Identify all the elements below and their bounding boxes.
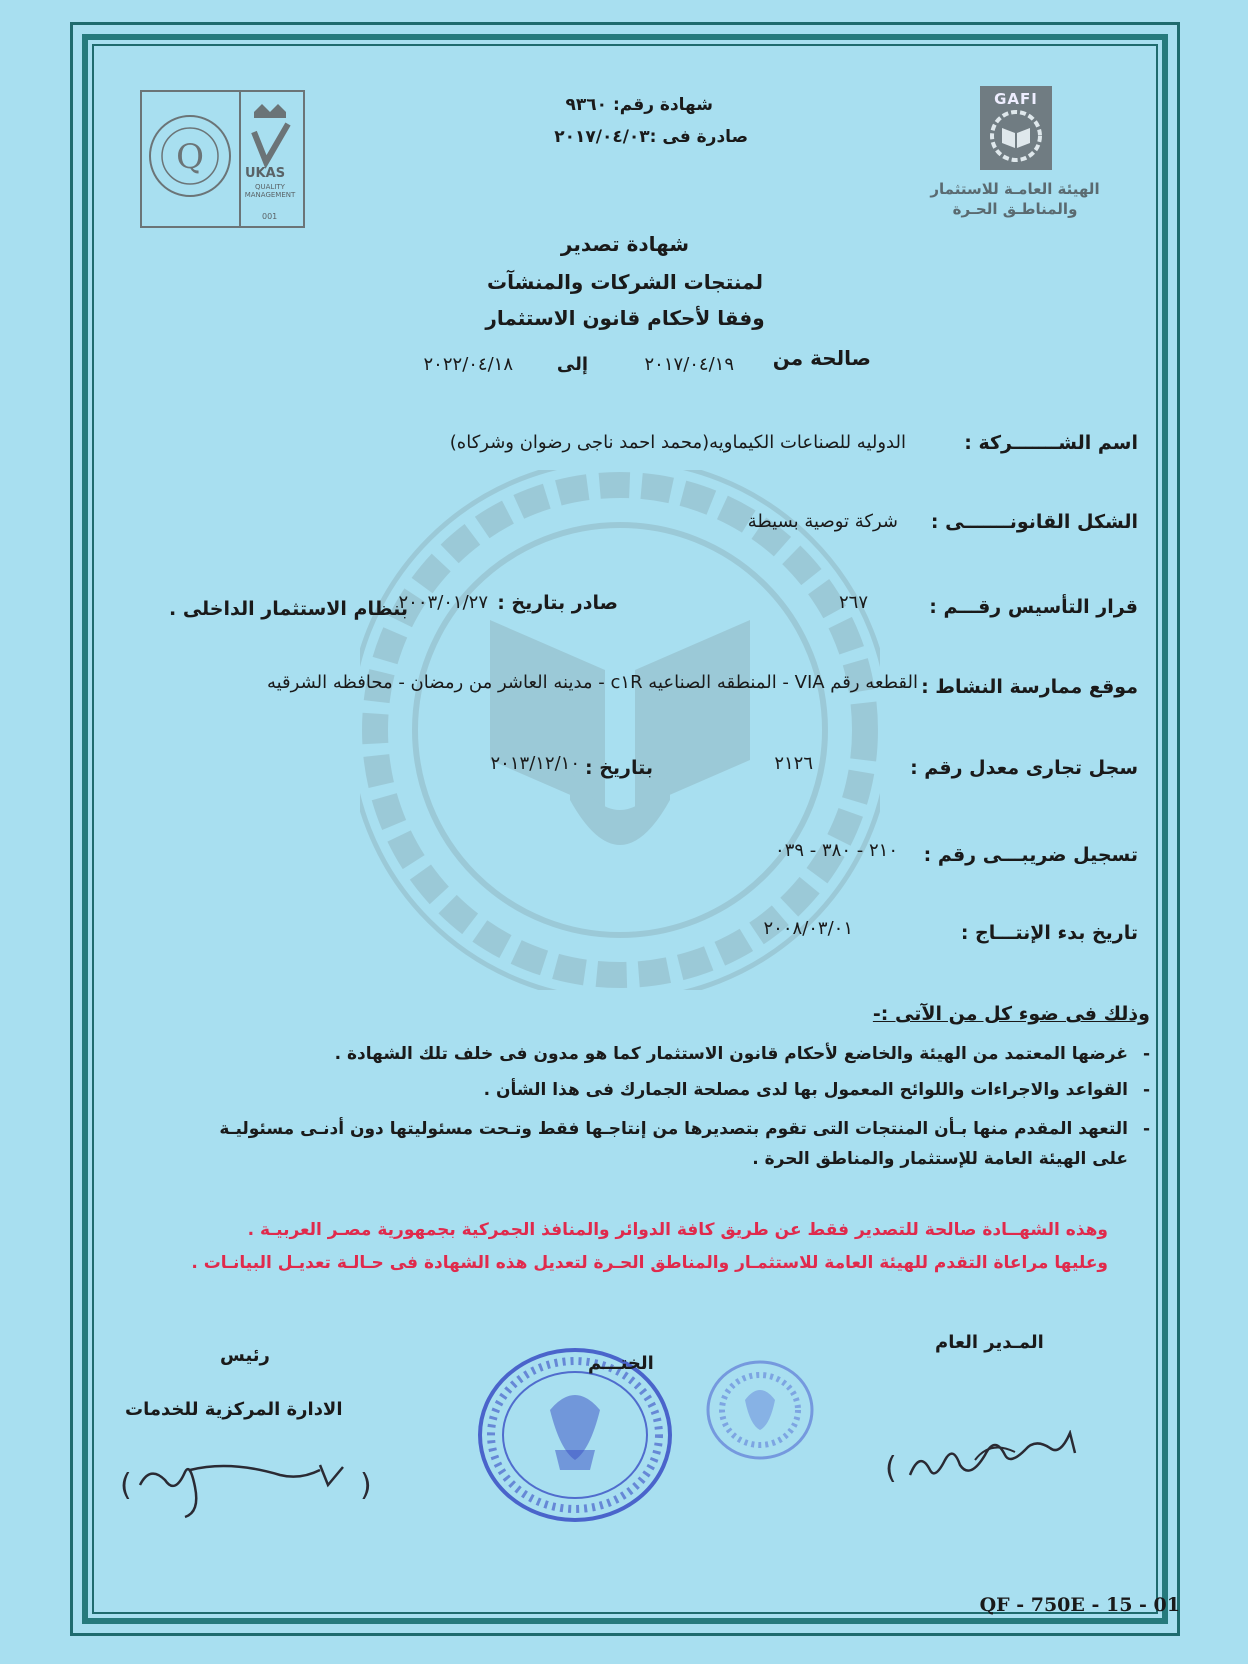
- commercial-register-date-label: بتاريخ :: [584, 757, 653, 779]
- department-title: الادارة المركزية للخدمات: [125, 1399, 343, 1420]
- ukas-number: 001: [262, 212, 278, 221]
- validity-to-date: ٢٠٢٢/٠٤/١٨: [423, 354, 513, 375]
- validity-from-date: ٢٠١٧/٠٤/١٩: [644, 354, 734, 375]
- certificate-title: شهادة تصدير: [560, 232, 690, 256]
- seal-label: الختـــم: [588, 1353, 654, 1374]
- gafi-emblem-icon: [988, 108, 1044, 164]
- ukas-label: UKAS: [245, 166, 286, 181]
- production-start-label: تاريخ بدء الإنتـــاج :: [960, 922, 1138, 944]
- activity-site-value: القطعه رقم VIA - المنطقه الصناعيه c١R - مدينه العاشر من رمضان - محافظه الشرقيه: [266, 672, 918, 693]
- certificate-subtitle-1: لمنتجات الشركات والمنشآت: [487, 270, 763, 294]
- company-name-value: الدوليه للصناعات الكيماويه(محمد احمد ناجى رضوان وشركاه): [449, 432, 906, 453]
- gafi-watermark-icon: [360, 470, 880, 990]
- gafi-name-line1: الهيئة العامـة للاستثمار: [930, 180, 1100, 198]
- notice-line-2: وعليها مراعاة التقدم للهيئة العامة للاستثمـار والمناطق الحـرة لتعديل هذه الشهادة فى حـالـة تعديـل البيانـات .: [191, 1253, 1108, 1273]
- production-start-date: ٢٠٠٨/٠٣/٠١: [763, 918, 853, 939]
- gafi-name-line2: والمناطـق الحـرة: [952, 200, 1078, 218]
- founding-date-value: ٢٠٠٣/٠١/٢٧: [398, 592, 488, 613]
- condition-item-1: [128, 1044, 1150, 1064]
- condition-text-1: غرضها المعتمد من الهيئة والخاضع لأحكام قانون الاستثمار كما هو مدون فى خلف تلك الشهادة .: [334, 1044, 1128, 1064]
- legal-form-value: شركة توصية بسيطة: [747, 511, 898, 532]
- department-head-signature: [120, 1455, 390, 1525]
- condition-text-2: القواعد والاجراءات واللوائح المعمول بها لدى مصلحة الجمارك فى هذا الشأن .: [483, 1080, 1128, 1100]
- svg-text:(: (: [120, 1468, 132, 1503]
- certificate-subtitle-2: وفقا لأحكام قانون الاستثمار: [485, 306, 765, 330]
- tax-registration-label: تسجيل ضريبـــى رقم :: [923, 844, 1138, 866]
- commercial-register-date: ٢٠١٣/١٢/١٠: [490, 753, 580, 774]
- founding-decree-label: قرار التأسيس رقـــم :: [929, 596, 1138, 618]
- certificate-number: شهادة رقم: ٩٣٦٠: [565, 95, 713, 115]
- faded-seal-icon: [700, 1355, 820, 1465]
- validity-label: صالحة من: [772, 346, 871, 370]
- svg-text:Q: Q: [176, 137, 204, 177]
- condition-text-3: التعهد المقدم منها بـأن المنتجات التى تقوم بتصديرها من إنتاجـها فقط وتـحت مسئوليتها دون أدنـى مسئوليـة: [219, 1119, 1128, 1139]
- iso-ukas-box: [140, 90, 305, 228]
- condition-item-3: [128, 1119, 1150, 1139]
- condition-item-2: [128, 1080, 1150, 1100]
- founding-system: بنظام الاستثمار الداخلى .: [169, 598, 408, 620]
- general-manager-signature: [880, 1430, 1110, 1500]
- gafi-logo: [980, 86, 1052, 170]
- conditions-heading: وذلك فى ضوء كل من الآتى :-: [872, 1003, 1150, 1025]
- activity-site-label: موقع ممارسة النشاط :: [921, 676, 1138, 698]
- founding-decree-number: ٢٦٧: [838, 592, 868, 613]
- head-title: رئيس: [220, 1345, 270, 1366]
- tax-registration-value: ٢١٠ - ٣٨٠ - ٠٣٩: [775, 840, 898, 861]
- svg-text:(: (: [885, 1451, 897, 1486]
- founding-date-label: صادر بتاريخ :: [497, 592, 618, 614]
- legal-form-label: الشكل القانونـــــــى :: [930, 511, 1138, 533]
- bullet-dash: -: [1142, 1119, 1150, 1139]
- gafi-logo-text: GAFI: [994, 90, 1038, 108]
- bullet-dash: -: [1142, 1044, 1150, 1064]
- condition-item-3-continued: على الهيئة العامة للإستثمار والمناطق الحرة .: [752, 1149, 1128, 1169]
- quality-certification-icon: [142, 92, 303, 226]
- company-name-label: اسم الشـــــــركة :: [964, 432, 1138, 454]
- notice-line-1: وهذه الشهــادة صالحة للتصدير فقط عن طريق كافة الدوائر والمنافذ الجمركية بجمهورية مصـر العربيـة .: [247, 1220, 1108, 1240]
- general-manager-title: المـدير العام: [935, 1332, 1044, 1353]
- bullet-dash: -: [1142, 1080, 1150, 1100]
- commercial-register-label: سجل تجارى معدل رقم :: [910, 757, 1138, 779]
- ukas-subtitle: QUALITY MANAGEMENT: [244, 183, 296, 199]
- certificate-issue-date: صادرة فى :٢٠١٧/٠٤/٠٣: [554, 127, 748, 147]
- commercial-register-number: ٢١٢٦: [774, 753, 813, 774]
- validity-to-label: إلى: [556, 354, 588, 375]
- svg-text:): ): [360, 1468, 372, 1503]
- form-code: QF - 750E - 15 - 01: [979, 1594, 1180, 1616]
